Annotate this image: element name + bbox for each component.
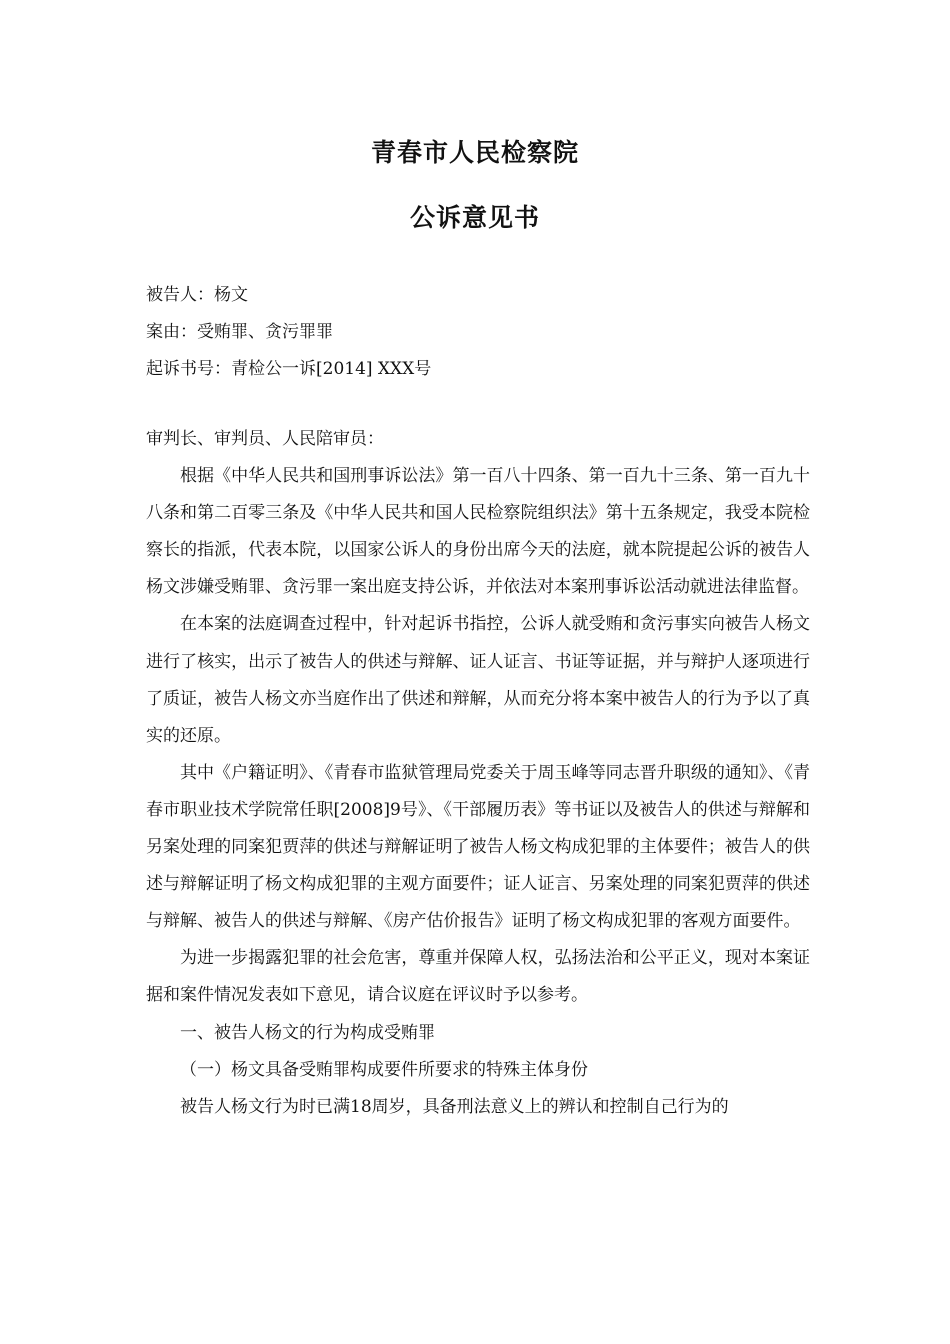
document-subtitle: 公诉意见书 <box>409 203 540 232</box>
section-heading: 一、被告人杨文的行为构成受贿罪 <box>180 1022 435 1043</box>
paragraph-opinion-intro: 为进一步揭露犯罪的社会危害，尊重并保障人权，弘扬法治和公平正义，现对本案证据和案件情况发表如下意见，请合议庭在评议时予以参考。 <box>146 948 810 1006</box>
paragraph-court-investigation: 在本案的法庭调查过程中，针对起诉书指控，公诉人就受贿和贪污事实向被告人杨文进行了核实，出示了被告人的供述与辩解、证人证言、书证等证据，并与辩护人逐项进行了质证，被告人杨文亦当庭作出了供述和辩解，从而充分将本案中被告人的行为予以了真实的还原。 <box>146 614 810 746</box>
salutation: 审判长、审判员、人民陪审员： <box>146 429 384 449</box>
indictment-number-line: 起诉书号：青检公一诉[2014] XXX号 <box>146 359 432 379</box>
cause-line: 案由：受贿罪、贪污罪罪 <box>146 322 333 342</box>
defendant-line: 被告人：杨文 <box>146 285 248 305</box>
case-info <box>146 277 826 388</box>
subsection-heading: （一）杨文具备受贿罪构成要件所要求的特殊主体身份 <box>180 1059 588 1080</box>
document-body <box>146 421 810 1126</box>
document-title: 青春市人民检察院 <box>370 138 579 167</box>
paragraph-legal-basis: 根据《中华人民共和国刑事诉讼法》第一百八十四条、第一百九十三条、第一百九十八条和第二百零三条及《中华人民共和国人民检察院组织法》第十五条规定，我受本院检察长的指派，代表本院，以国家公诉人的身份出席今天的法庭，就本院提起公诉的被告人杨文涉嫌受贿罪、贪污罪一案出庭支持公诉，并依法对本案刑事诉讼活动就进法律监督。 <box>146 466 810 598</box>
paragraph-subject-identity: 被告人杨文行为时已满18周岁，具备刑法意义上的辨认和控制自己行为的 <box>180 1096 729 1117</box>
paragraph-evidence: 其中《户籍证明》、《青春市监狱管理局党委关于周玉峰等同志晋升职级的通知》、《青春市职业技术学院常任职[2008]9号》、《干部履历表》等书证以及被告人的供述与辩解和另案处理的同案犯贾萍的供述与辩解证明了被告人杨文构成犯罪的主体要件；被告人的供述与辩解证明了杨文构成犯罪的主观方面要件；证人证言、另案处理的同案犯贾萍的供述与辩解、被告人的供述与辩解、《房产估价报告》证明了杨文构成犯罪的客观方面要件。 <box>146 762 810 932</box>
